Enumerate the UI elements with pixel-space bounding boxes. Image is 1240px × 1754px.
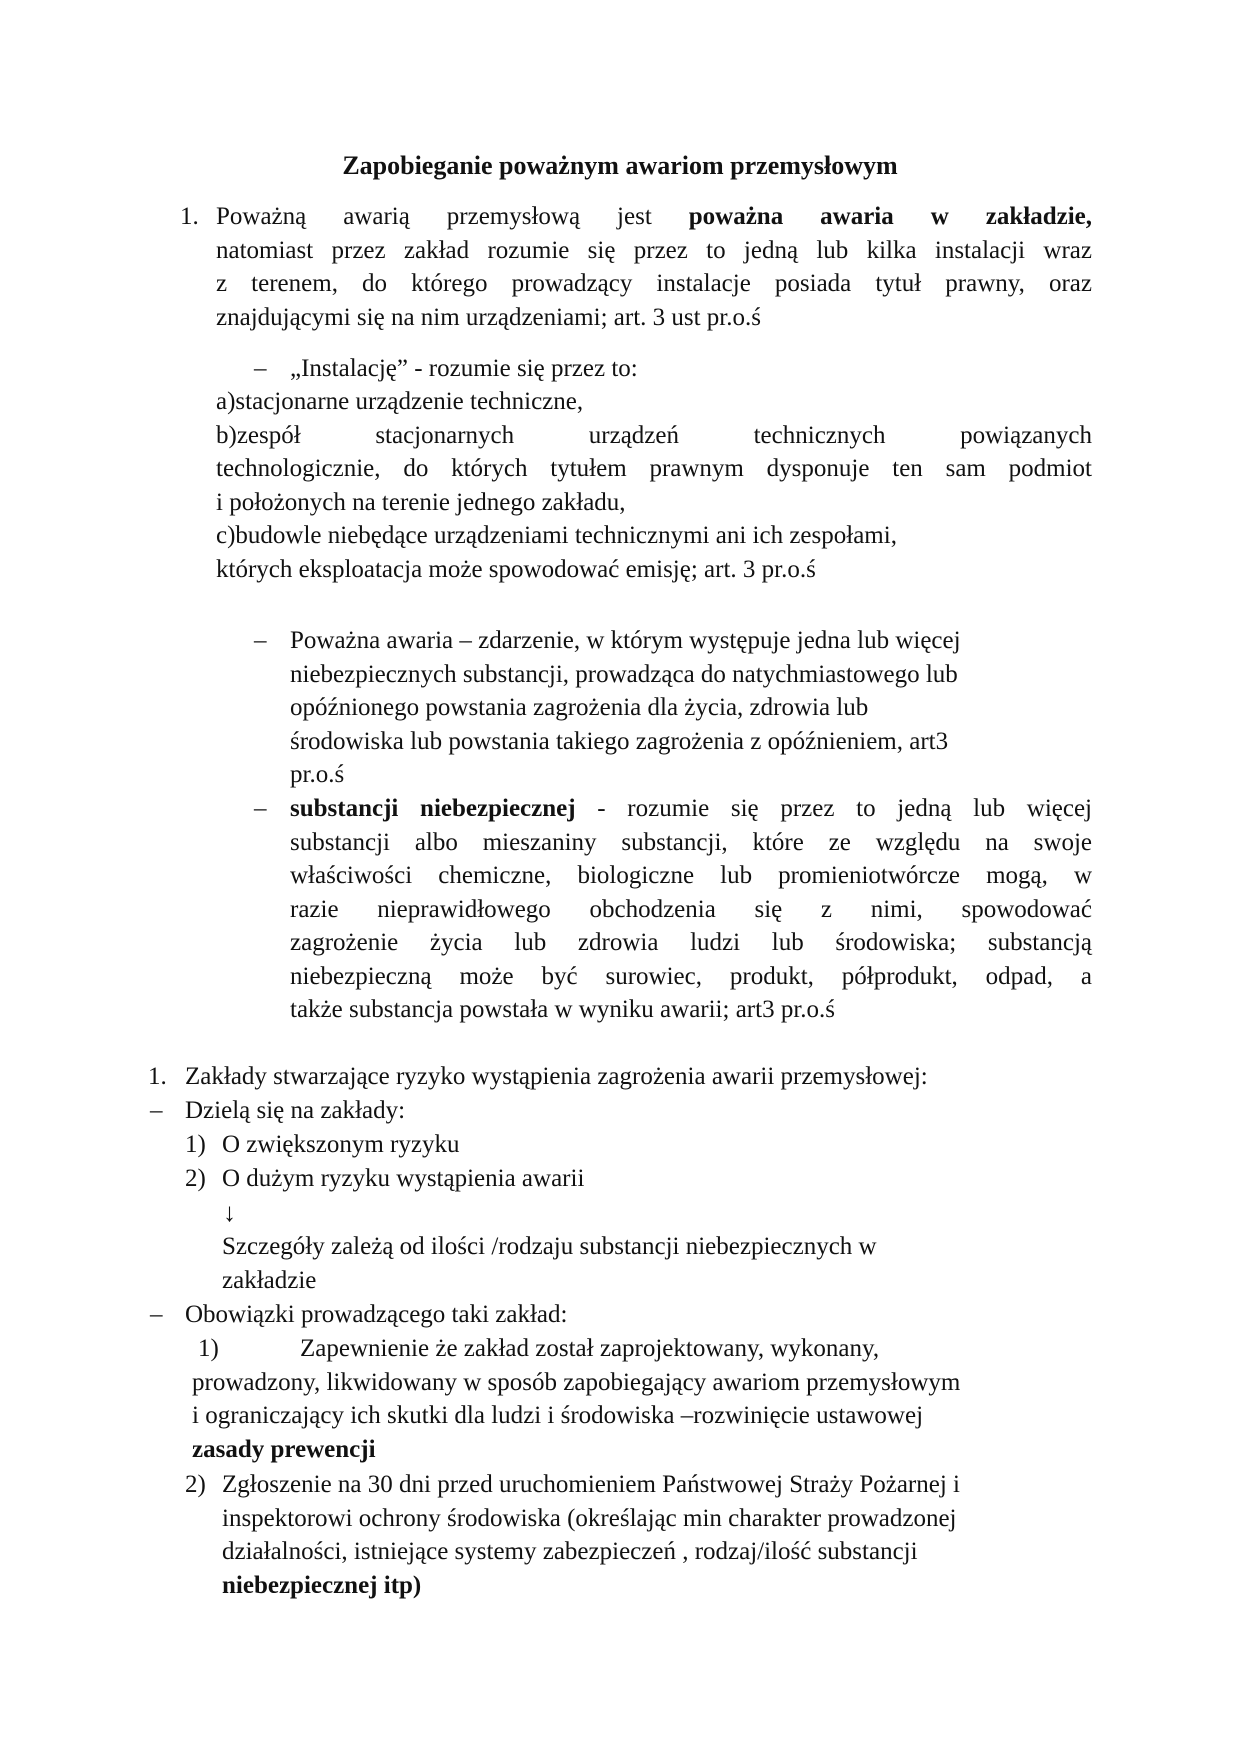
details-line: zakładzie	[222, 1266, 317, 1294]
definition-line: środowiska lub powstania takiego zagrożenia z opóźnieniem, art3	[290, 727, 949, 755]
item-c-line: c)budowle niebędące urządzeniami technicznymi ani ich zespołami,	[216, 522, 897, 549]
duty2-text	[222, 1468, 1092, 1602]
substancji-first-line	[290, 792, 1092, 826]
definition-line: Poważna awaria – zdarzenie, w którym występuje jedna lub więcej	[290, 627, 961, 654]
duty1-line: i ograniczający ich skutki dla ludzi i środowiska –rozwinięcie ustawowej	[192, 1402, 924, 1429]
dash-bullet: –	[254, 627, 267, 654]
definition-line: także substancja powstała w wyniku awarii; art3 pr.o.ś	[290, 996, 835, 1023]
dash-bullet: –	[254, 355, 267, 382]
instalacje-label: „Instalację” - rozumie się przez to:	[290, 355, 638, 382]
dziela-label: Dzielą się na zakłady:	[185, 1097, 406, 1124]
duty1-first-line: Zapewnienie że zakład został zaprojektowany, wykonany,	[300, 1335, 880, 1362]
duty1-line: prowadzony, likwidowany w sposób zapobiegający awariom przemysłowym	[192, 1368, 961, 1396]
definition-line: opóźnionego powstania zagrożenia dla życia, zdrowia lub	[290, 694, 869, 721]
item-c-line: których eksploatacja może spowodować emisję; art. 3 pr.o.ś	[216, 555, 816, 583]
definition-line: pr.o.ś	[290, 761, 345, 788]
duty-number: 2)	[185, 1471, 206, 1498]
item-b-line: technologicznie, do których tytułem prawnym dysponuje ten sam podmiot	[216, 455, 1092, 482]
definition-line: niebezpieczną może być surowiec, produkt, półprodukt, odpad, a	[290, 962, 1092, 990]
substancji-definition	[290, 792, 1092, 1027]
type-number: 1)	[185, 1131, 206, 1158]
details-line: Szczegóły zależą od ilości /rodzaju substancji niebezpiecznych w	[222, 1233, 877, 1260]
definition-line: zagrożenie życia lub zdrowia ludzi lub środowiska; substancją	[290, 929, 1092, 956]
definition-line: niebezpiecznych substancji, prowadząca do natychmiastowego lub	[290, 660, 958, 688]
obowiazki-label: Obowiązki prowadzącego taki zakład:	[185, 1301, 568, 1328]
duty-number: 1)	[198, 1335, 219, 1362]
section1-line: z terenem, do którego prowadzący instalacje posiada tytuł prawny, oraz	[216, 270, 1092, 297]
dash-bullet: –	[150, 1097, 163, 1124]
section1-intro-line	[216, 200, 1092, 234]
section1-line: znajdującymi się na nim urządzeniami; art. 3 ust pr.o.ś	[216, 303, 761, 331]
dash-bullet: –	[150, 1301, 163, 1328]
item-b-line: i położonych na terenie jednego zakładu,	[216, 488, 626, 516]
substancji-term: substancji niebezpiecznej	[290, 795, 576, 822]
duty2-line: działalności, istniejące systemy zabezpieczeń , rodzaj/ilość substancji	[222, 1538, 918, 1565]
section2-heading: Zakłady stwarzające ryzyko wystąpienia zagrożenia awarii przemysłowej:	[185, 1063, 928, 1090]
definition-line: substancji albo mieszaniny substancji, które ze względu na swoje	[290, 828, 1092, 856]
section1-line: natomiast przez zakład rozumie się przez to jedną lub kilka instalacji wraz	[216, 236, 1092, 264]
type-text: O dużym ryzyku wystąpienia awarii	[222, 1165, 585, 1192]
document-title: Zapobieganie poważnym awariom przemysłowym	[342, 151, 898, 180]
section1-intro-bold: poważna awaria w zakładzie,	[688, 203, 1092, 230]
duty1-text	[192, 1332, 1092, 1466]
powazna-awaria-definition	[290, 624, 1092, 792]
duty1-bold: zasady prewencji	[192, 1435, 376, 1463]
dash-bullet: –	[254, 795, 267, 822]
duty2-line: inspektorowi ochrony środowiska (określając min charakter prowadzonej	[222, 1504, 957, 1532]
down-arrow-icon: ↓	[223, 1198, 236, 1227]
instalacje-list	[216, 385, 1092, 586]
definition-line: razie nieprawidłowego obchodzenia się z nimi, spowodować	[290, 895, 1092, 923]
section1-paragraph	[216, 200, 1092, 334]
details-note	[222, 1230, 1082, 1297]
definition-line: właściwości chemiczne, biologiczne lub promieniotwórcze mogą, w	[290, 862, 1092, 889]
section1-intro-plain: Poważną awarią przemysłową jest	[216, 203, 652, 230]
substancji-first-rest: - rozumie się przez to jedną lub więcej	[597, 795, 1092, 822]
duty2-line: Zgłoszenie na 30 dni przed uruchomieniem Państwowej Straży Pożarnej i	[222, 1471, 960, 1498]
item-a: a)stacjonarne urządzenie techniczne,	[216, 388, 584, 415]
type-number: 2)	[185, 1165, 206, 1192]
section1-number: 1.	[180, 203, 199, 230]
type-text: O zwiększonym ryzyku	[222, 1131, 460, 1158]
item-b-line: b)zespół stacjonarnych urządzeń technicznych powiązanych	[216, 421, 1092, 449]
duty2-bold: niebezpiecznej itp)	[222, 1571, 422, 1599]
section2-number: 1.	[148, 1063, 167, 1090]
